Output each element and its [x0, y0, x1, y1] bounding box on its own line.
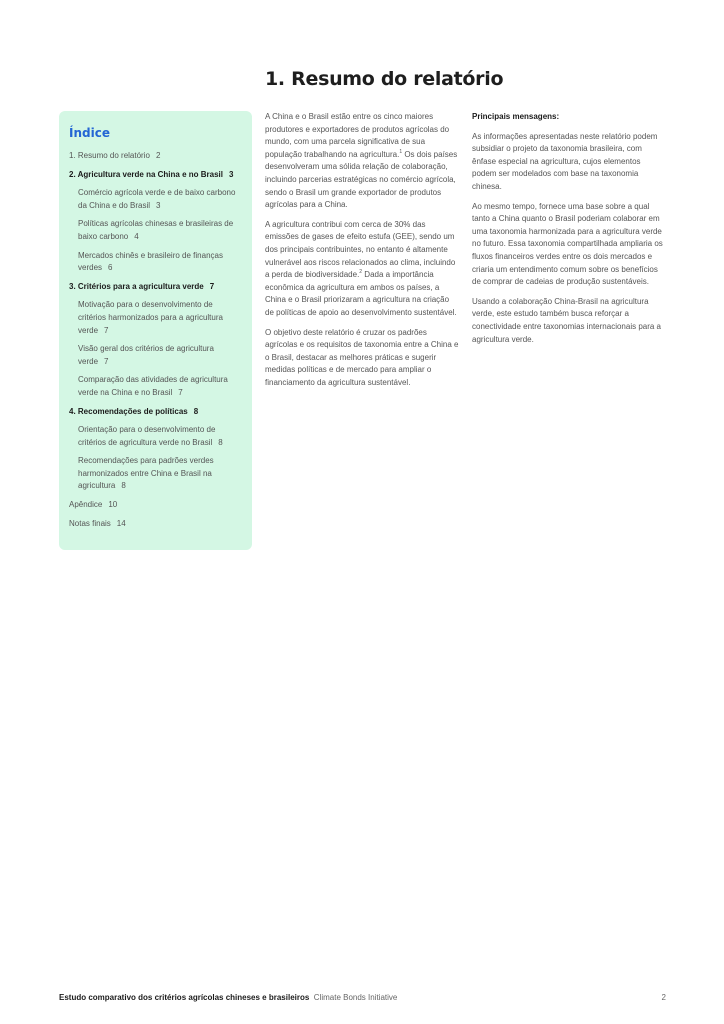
toc-item[interactable]: Recomendações para padrões verdes harmonizados entre China e Brasil na agricultura 8 — [78, 456, 214, 491]
toc-item[interactable]: Comércio agrícola verde e de baixo carbono da China e do Brasil 3 — [78, 188, 236, 210]
toc-item[interactable]: Notas finais 14 — [69, 518, 126, 528]
footer-org: Climate Bonds Initiative — [313, 993, 398, 1002]
toc-item[interactable]: 3. Critérios para a agricultura verde 7 — [69, 281, 215, 291]
table-of-contents — [59, 111, 252, 550]
toc-item[interactable]: Visão geral dos critérios de agricultura verde 7 — [78, 344, 214, 366]
page-footer — [59, 993, 666, 1002]
toc-item[interactable]: 1. Resumo do relatório 2 — [69, 151, 161, 160]
paragraph: Ao mesmo tempo, fornece uma base sobre a qual tanto a China quanto o Brasil poderiam colaborar em uma taxonomia harmonizada para a agricultura verde no futuro. Essa taxonomia compartilhada ampliaria os fluxos financeiros verdes entre os dois mercados e criaria um entendimento comum sobre os benefícios de comprar de cadeias de produção sustentáveis. — [472, 201, 663, 287]
toc-item[interactable]: Mercados chinês e brasileiro de finanças verdes 6 — [78, 250, 223, 273]
key-messages-heading: Principais mensagens: — [472, 112, 560, 121]
toc-item[interactable]: Políticas agrícolas chinesas e brasileiras de baixo carbono 4 — [78, 219, 234, 241]
paragraph: A agricultura contribui com cerca de 30% das emissões de gases de efeito estufa (GEE), sendo um dos principais contribuintes, no entanto é altamente vulnerável aos riscos relacionados ao clima, incluindo a perda de biodiversidade.$^2$ Dada a importância econômica da agricultura em ambos os países, a China e o Brasil priorizaram a agricultura na criação de políticas de apoio ao desenvolvimento sustentável. — [265, 219, 457, 317]
toc-list — [69, 150, 242, 530]
page-title: 1. Resumo do relatório — [265, 68, 504, 90]
footer-title: Estudo comparativo dos critérios agrícolas chineses e brasileiros — [59, 993, 310, 1002]
footnote-ref[interactable]: 2 — [359, 269, 363, 276]
toc-heading: Índice — [69, 126, 110, 140]
toc-item[interactable]: Orientação para o desenvolvimento de critérios de agricultura verde no Brasil 8 — [78, 425, 223, 447]
footnote-ref[interactable]: 1 — [399, 148, 403, 155]
toc-item[interactable]: 4. Recomendações de políticas 8 — [69, 406, 199, 416]
page-number: 2 — [661, 993, 666, 1002]
paragraph: As informações apresentadas neste relatório podem subsidiar o projeto da taxonomia brasileira, com ênfase especial na agricultura, cujos elementos podem ser modelados com base na taxonomia chinesa. — [472, 131, 658, 191]
summary-column — [265, 111, 460, 396]
toc-item[interactable]: Motivação para o desenvolvimento de critérios harmonizados para a agricultura verde 7 — [78, 300, 223, 335]
paragraph: O objetivo deste relatório é cruzar os padrões agrícolas e os requisitos de taxonomia entre a China e o Brasil, destacar as melhores práticas e sugerir medidas políticas e de mercado para ampliar o financiamento da agricultura sustentável. — [265, 327, 459, 387]
key-messages-column — [472, 111, 667, 353]
paragraph: Usando a colaboração China-Brasil na agricultura verde, este estudo também busca reforçar a conectividade entre taxonomias internacionais para a agricultura verde. — [472, 296, 662, 344]
toc-item[interactable]: Comparação das atividades de agricultura verde na China e no Brasil 7 — [78, 375, 228, 397]
toc-item[interactable]: 2. Agricultura verde na China e no Brasil 3 — [69, 169, 234, 179]
toc-item[interactable]: Apêndice 10 — [69, 500, 118, 510]
paragraph: A China e o Brasil estão entre os cinco maiores produtores e exportadores de produtos agrícolas do mundo, com uma parcela significativa de sua população trabalhando na agricultura.$^1$ Os dois países desenvolveram uma sólida relação de colaboração, incluindo parcerias estratégicas no comércio agrícola, sendo o Brasil um grande exportador de produtos agrícolas para a China. — [265, 112, 458, 210]
